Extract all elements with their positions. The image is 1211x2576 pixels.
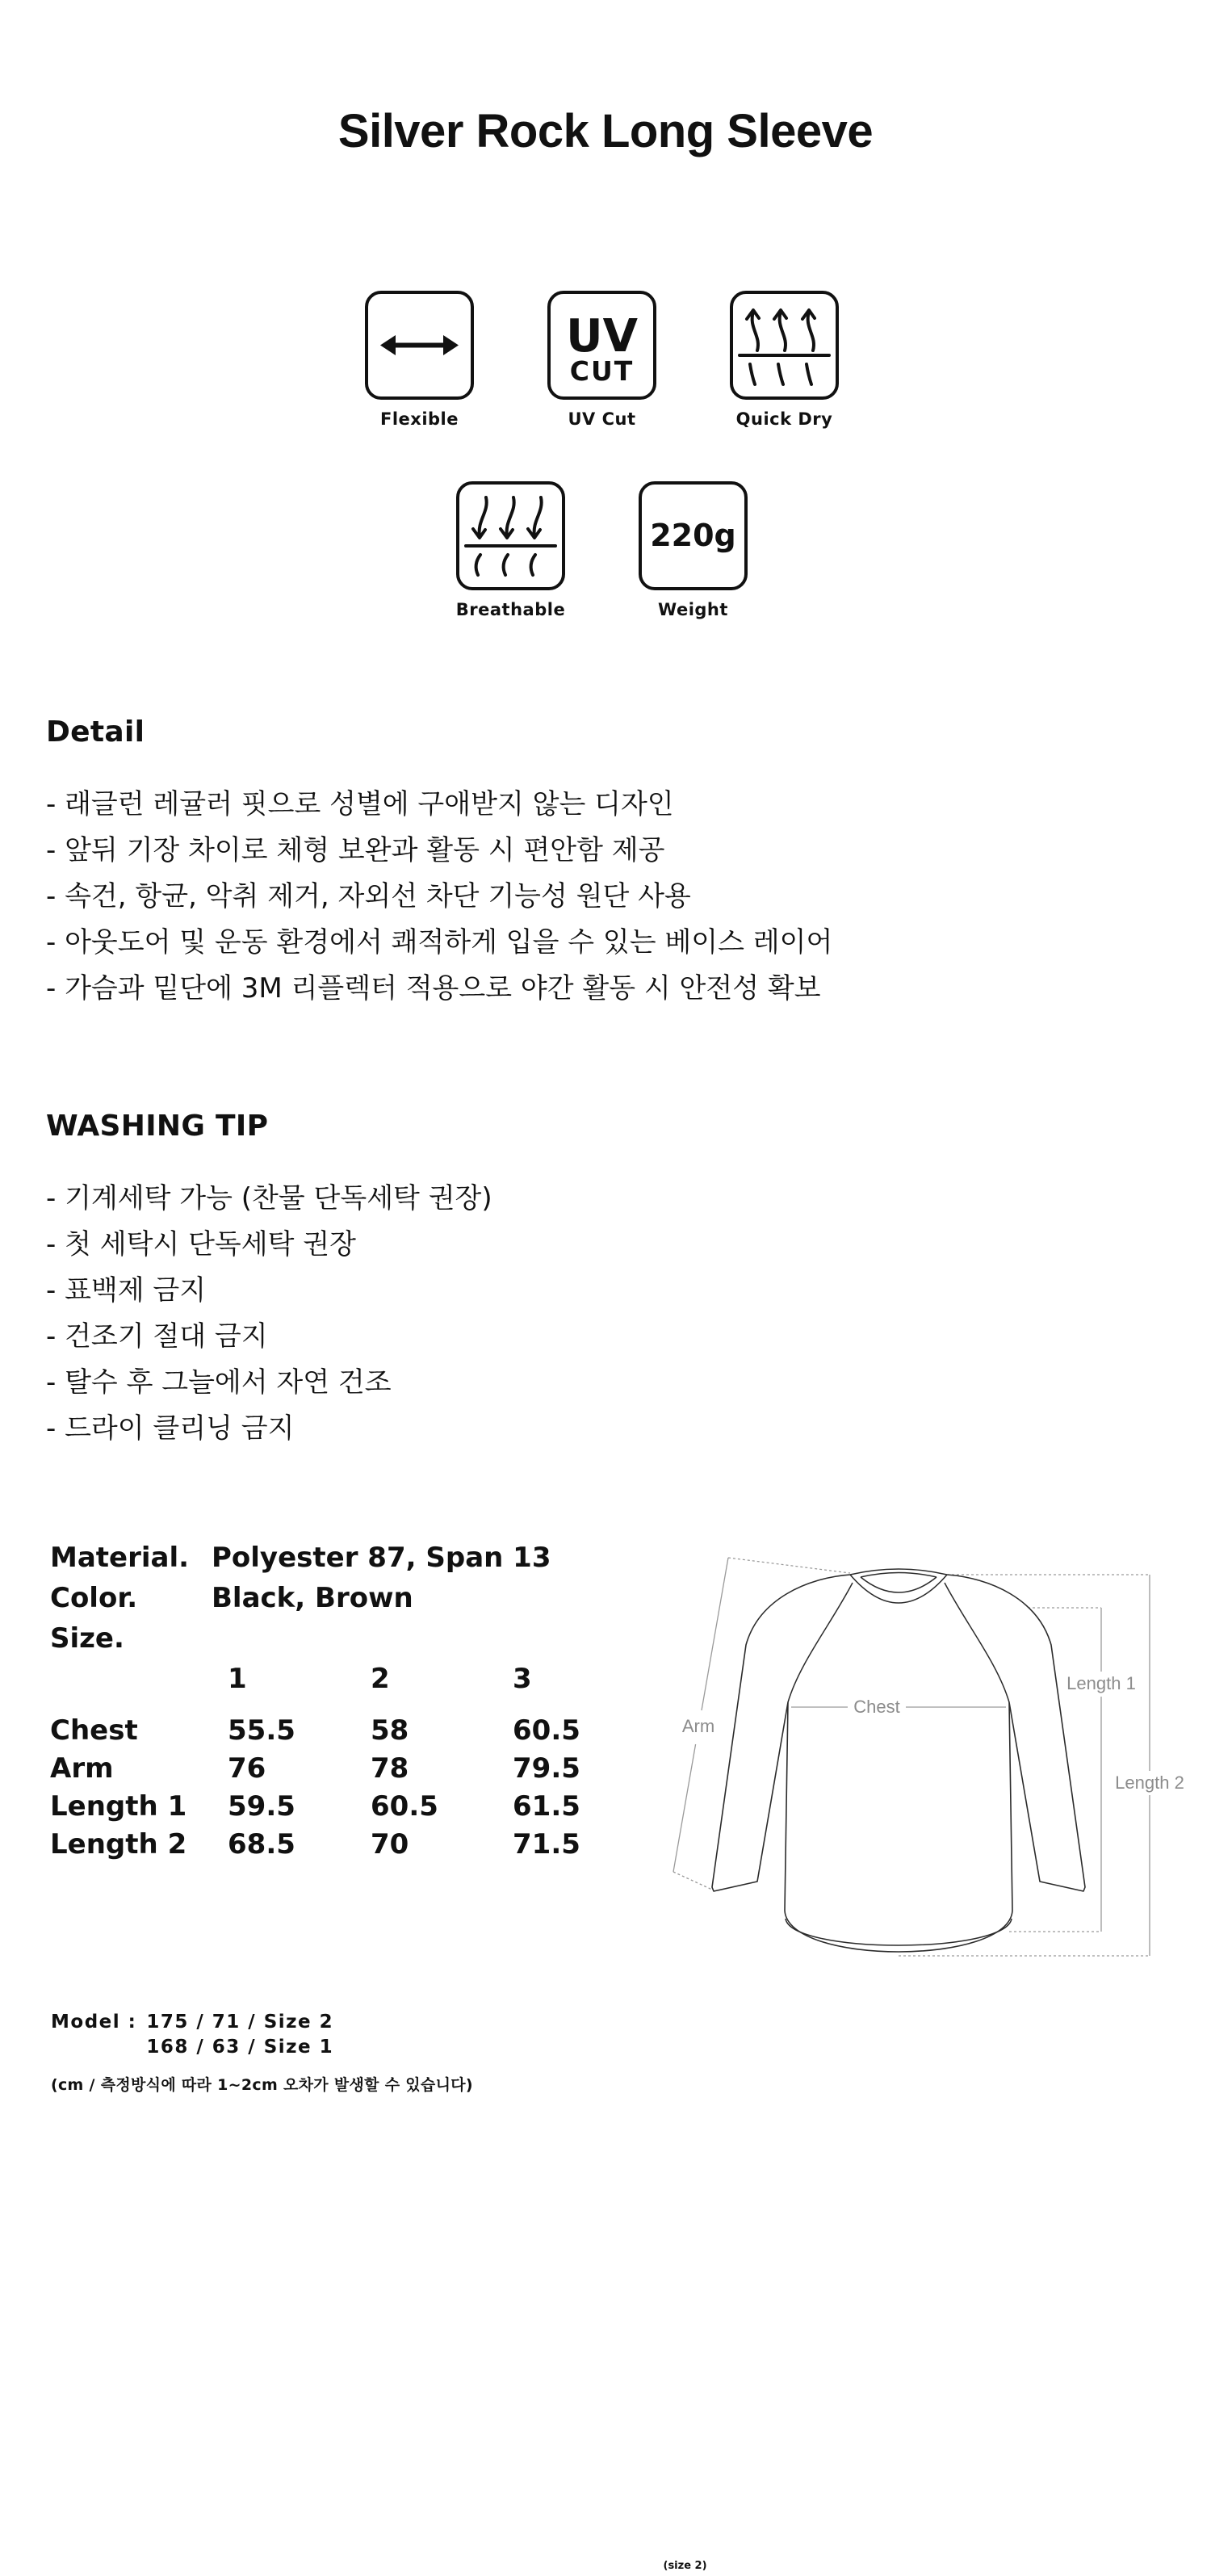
list-item: - 첫 세탁시 단독세탁 권장 — [46, 1228, 356, 1261]
material-row — [50, 1538, 615, 1578]
list-item: - 가슴과 밑단에 3M 리플렉터 적용으로 야간 활동 시 안전성 확보 — [46, 972, 821, 1005]
table-cell: 71.5 — [513, 1828, 580, 1861]
material-label: Material. — [50, 1542, 190, 1574]
model-info — [51, 2010, 333, 2060]
color-row — [50, 1578, 615, 1618]
table-cell: 61.5 — [513, 1790, 580, 1823]
table-cell: 60.5 — [371, 1790, 438, 1823]
arm-label: Arm — [681, 1715, 715, 1736]
table-cell: 55.5 — [228, 1714, 295, 1747]
table-cell: 59.5 — [228, 1790, 295, 1823]
arm-measure-line — [673, 1744, 696, 1872]
uv-cut-graphic — [551, 294, 653, 396]
table-cell: 78 — [371, 1752, 409, 1785]
color-value: Black, Brown — [212, 1582, 413, 1614]
washing-list — [46, 1176, 492, 1452]
feature-label: UV Cut — [568, 409, 636, 429]
list-item: - 탈수 후 그늘에서 자연 건조 — [46, 1366, 392, 1399]
table-row — [50, 1712, 615, 1750]
washing-heading: WASHING TIP — [46, 1110, 269, 1143]
table-cell: 76 — [228, 1752, 266, 1785]
list-item: - 속건, 항균, 악취 제거, 자외선 차단 기능성 원단 사용 — [46, 880, 691, 913]
list-item: - 기계세탁 가능 (찬물 단독세탁 권장) — [46, 1182, 492, 1215]
table-cell: 60.5 — [513, 1714, 580, 1747]
table-row — [50, 1788, 615, 1826]
list-item: - 래글런 레귤러 핏으로 성별에 구애받지 않는 디자인 — [46, 788, 674, 820]
arm-measure-line — [702, 1558, 728, 1710]
table-row — [50, 1826, 615, 1864]
breathable-icon — [456, 481, 565, 590]
row-label: Arm — [50, 1752, 114, 1785]
size-label-row — [50, 1618, 615, 1659]
arm-guide-top — [728, 1558, 850, 1573]
quick-dry-graphic — [733, 294, 836, 396]
weight-glyph: 220g — [650, 518, 736, 553]
breathable-graphic — [459, 485, 562, 587]
weight-label-note: (size 2) — [663, 2560, 707, 2572]
detail-list — [46, 782, 832, 1012]
material-value: Polyester 87, Span 13 — [212, 1542, 551, 1574]
uv-cut-icon — [547, 291, 656, 400]
arm-guide-bottom — [673, 1872, 712, 1890]
double-arrow-graphic — [368, 294, 471, 396]
feature-breathable — [430, 481, 592, 619]
cut-glyph: CUT — [569, 355, 635, 387]
chest-label: Chest — [853, 1696, 900, 1717]
size-table-header — [50, 1659, 615, 1699]
list-item: - 앞뒤 기장 차이로 체형 보완과 활동 시 편안함 제공 — [46, 834, 665, 866]
model-line: 168 / 63 / Size 1 — [146, 2037, 334, 2058]
table-cell: 70 — [371, 1828, 409, 1861]
list-item: - 드라이 클리닝 금지 — [46, 1412, 295, 1445]
feature-label: Flexible — [379, 409, 459, 429]
shirt-measurement-diagram — [670, 1550, 1195, 1962]
page-title: Silver Rock Long Sleeve — [337, 105, 874, 157]
size-label: Size. — [50, 1622, 124, 1655]
table-cell: 58 — [371, 1714, 409, 1747]
table-row — [50, 1750, 615, 1788]
list-item: - 표백제 금지 — [46, 1274, 207, 1307]
measurement-note: (cm / 측정방식에 따라 1~2cm 오차가 발생할 수 있습니다) — [51, 2076, 473, 2094]
size-column-header: 1 — [228, 1663, 247, 1695]
length1-label: Length 1 — [1066, 1672, 1136, 1693]
double-arrow-icon — [365, 291, 474, 400]
shirt-outline — [712, 1569, 1085, 1952]
weight-graphic — [642, 485, 744, 587]
row-label: Chest — [50, 1714, 138, 1747]
color-label: Color. — [50, 1582, 138, 1614]
model-label: Model : — [51, 2012, 137, 2033]
size-column-header: 3 — [513, 1663, 532, 1695]
quick-dry-icon — [730, 291, 839, 400]
detail-heading: Detail — [46, 715, 145, 749]
list-item: - 건조기 절대 금지 — [46, 1320, 268, 1353]
weight-icon — [639, 481, 748, 590]
model-line: 175 / 71 / Size 2 — [146, 2012, 334, 2033]
size-column-header: 2 — [371, 1663, 390, 1695]
table-cell: 68.5 — [228, 1828, 295, 1861]
feature-label: Breathable — [455, 600, 566, 619]
list-item: - 아웃도어 및 운동 환경에서 쾌적하게 입을 수 있는 베이스 레이어 — [46, 926, 833, 959]
feature-label: Quick Dry — [735, 409, 833, 429]
row-label: Length 1 — [50, 1790, 187, 1823]
uv-glyph: UV — [566, 310, 638, 363]
table-cell: 79.5 — [513, 1752, 580, 1785]
feature-flexible — [339, 291, 501, 429]
row-label: Length 2 — [50, 1828, 187, 1861]
feature-quick-dry — [704, 291, 865, 429]
weight-label-text: Weight — [658, 600, 728, 619]
length2-label: Length 2 — [1115, 1772, 1184, 1793]
spec-block — [50, 1538, 615, 1864]
feature-uv-cut — [522, 291, 683, 429]
